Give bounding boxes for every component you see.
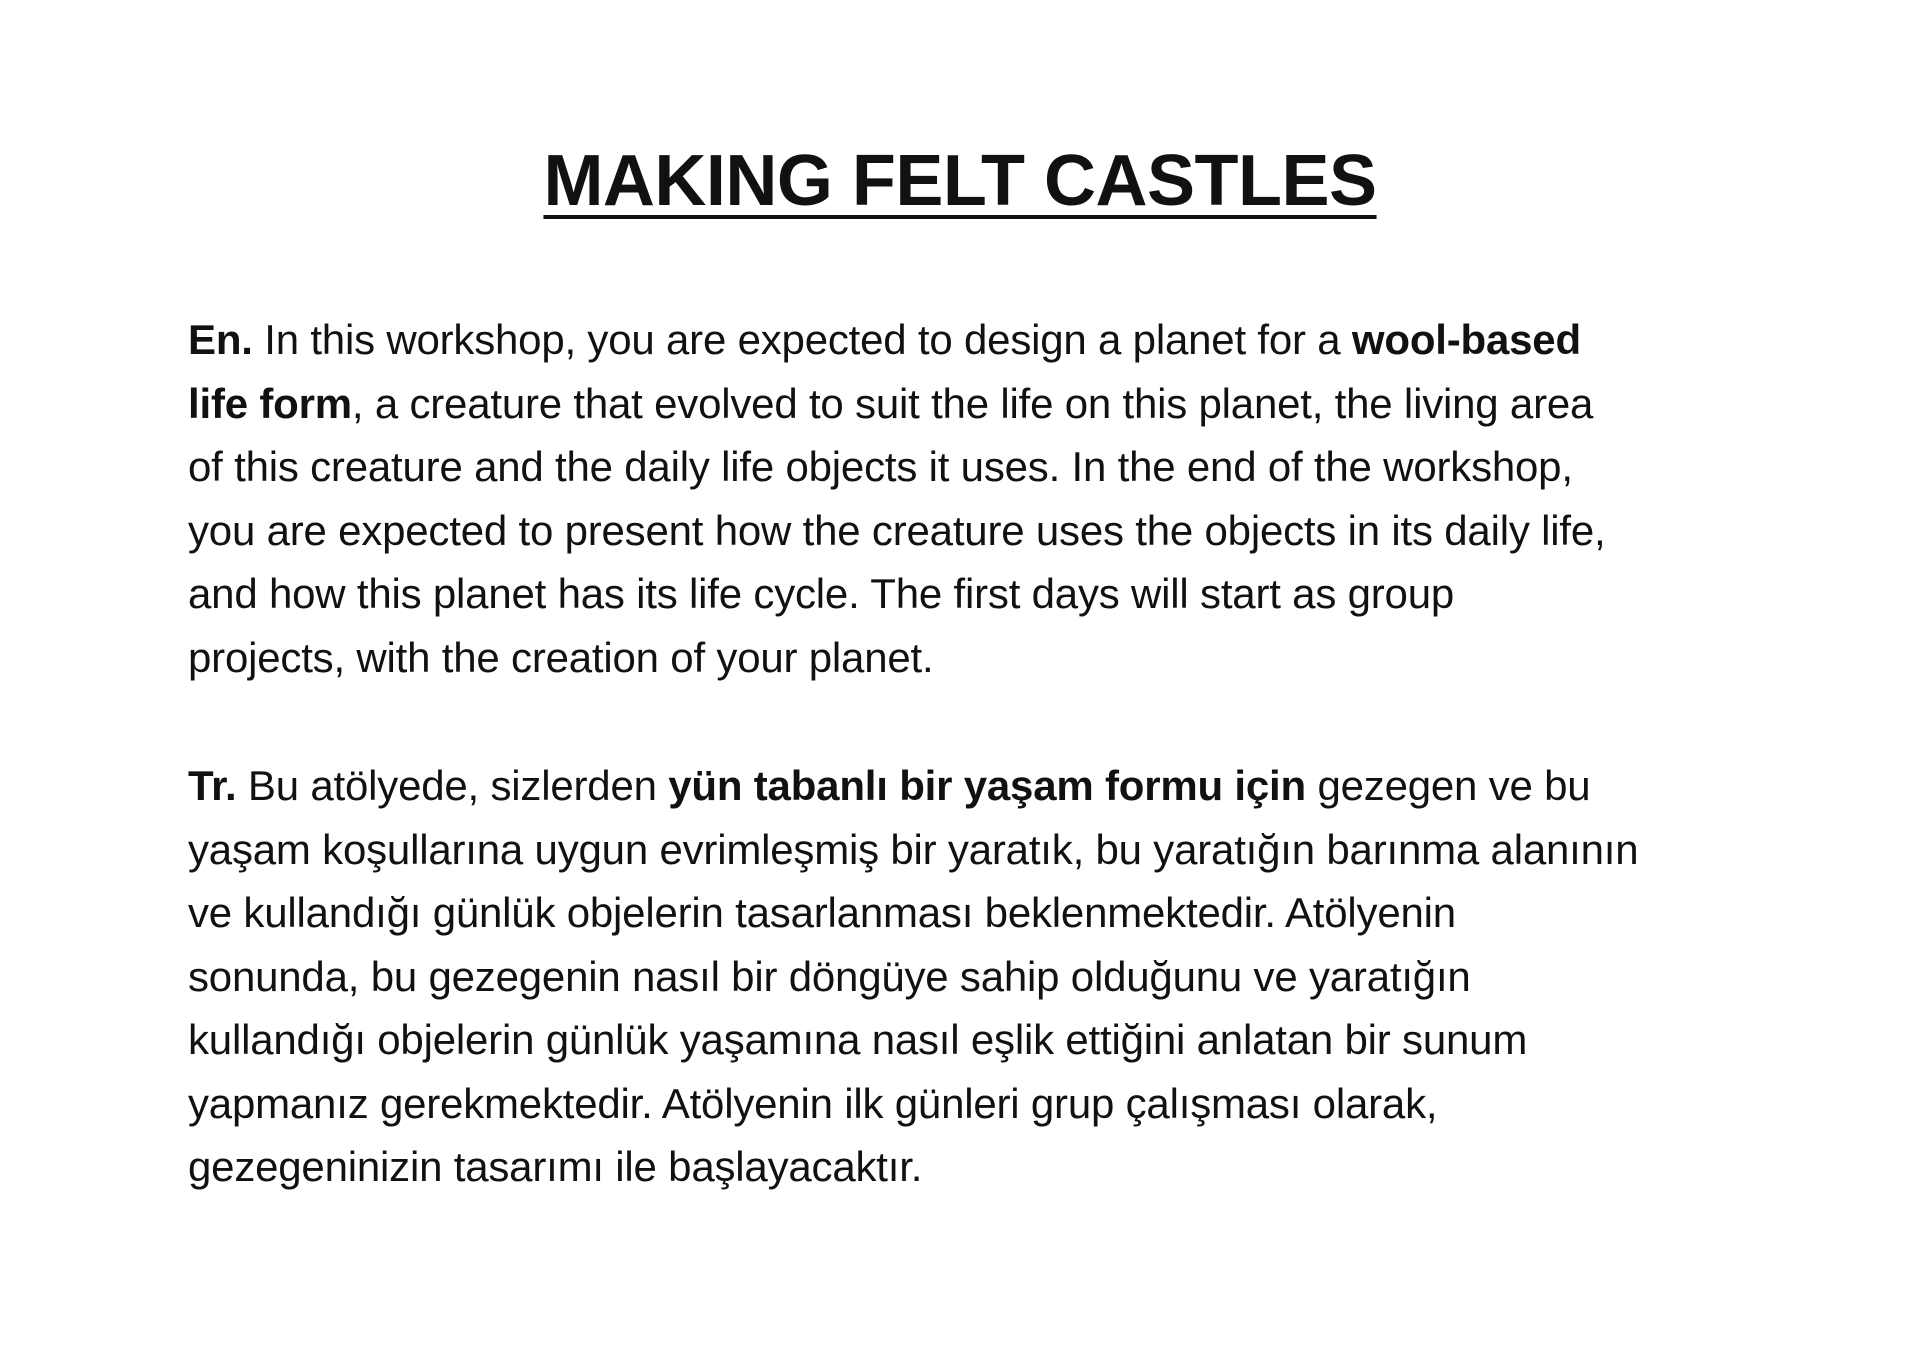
text-run: you are expected to present how the creature uses the objects in its daily life, xyxy=(188,506,1606,554)
paragraph-line xyxy=(188,308,1748,372)
paragraph-line xyxy=(188,372,1748,436)
paragraph-line xyxy=(188,626,1748,690)
paragraph-line xyxy=(188,754,1748,818)
text-run: gezegen ve bu xyxy=(1306,762,1591,809)
text-run-bold: yün tabanlı bir yaşam formu için xyxy=(668,762,1306,809)
paragraph-line xyxy=(188,562,1748,626)
paragraph-line xyxy=(188,499,1748,563)
page-title: MAKING FELT CASTLES xyxy=(543,141,1377,221)
language-label-en: En. xyxy=(188,316,253,363)
text-run: Bu atölyede, sizlerden xyxy=(236,762,669,809)
language-label-tr: Tr. xyxy=(188,762,237,809)
text-run: yapmanız gerekmektedir. Atölyenin ilk günleri grup çalışması olarak, xyxy=(188,1079,1438,1127)
paragraph-line xyxy=(188,1008,1748,1072)
text-run-bold: life form xyxy=(188,379,352,427)
paragraph-line xyxy=(188,945,1748,1009)
turkish-paragraph xyxy=(188,754,1748,1199)
paragraph-line xyxy=(188,881,1748,945)
text-run: yaşam koşullarına uygun evrimleşmiş bir yaratık, bu yaratığın barınma alanının xyxy=(188,825,1639,873)
text-run: In this workshop, you are expected to design a planet for a xyxy=(252,316,1352,363)
text-run: sonunda, bu gezegenin nasıl bir döngüye sahip olduğunu ve yaratığın xyxy=(188,952,1471,1000)
text-run-bold: wool-based xyxy=(1351,316,1581,363)
text-run: kullandığı objelerin günlük yaşamına nasıl eşlik ettiğini anlatan bir sunum xyxy=(188,1016,1528,1063)
paragraph-line xyxy=(188,1072,1748,1136)
text-run: projects, with the creation of your planet. xyxy=(188,633,934,681)
text-run: and how this planet has its life cycle. The first days will start as group xyxy=(188,570,1455,617)
paragraph-line xyxy=(188,1135,1748,1199)
paragraph-line xyxy=(188,818,1748,882)
text-run: , a creature that evolved to suit the life on this planet, the living area xyxy=(351,379,1594,427)
text-run: ve kullandığı günlük objelerin tasarlanması beklenmektedir. Atölyenin xyxy=(188,889,1456,936)
text-run: of this creature and the daily life objects it uses. In the end of the workshop, xyxy=(188,443,1573,490)
english-paragraph xyxy=(188,308,1748,689)
text-run: gezegeninizin tasarımı ile başlayacaktır. xyxy=(188,1143,923,1190)
paragraph-line xyxy=(188,435,1748,499)
